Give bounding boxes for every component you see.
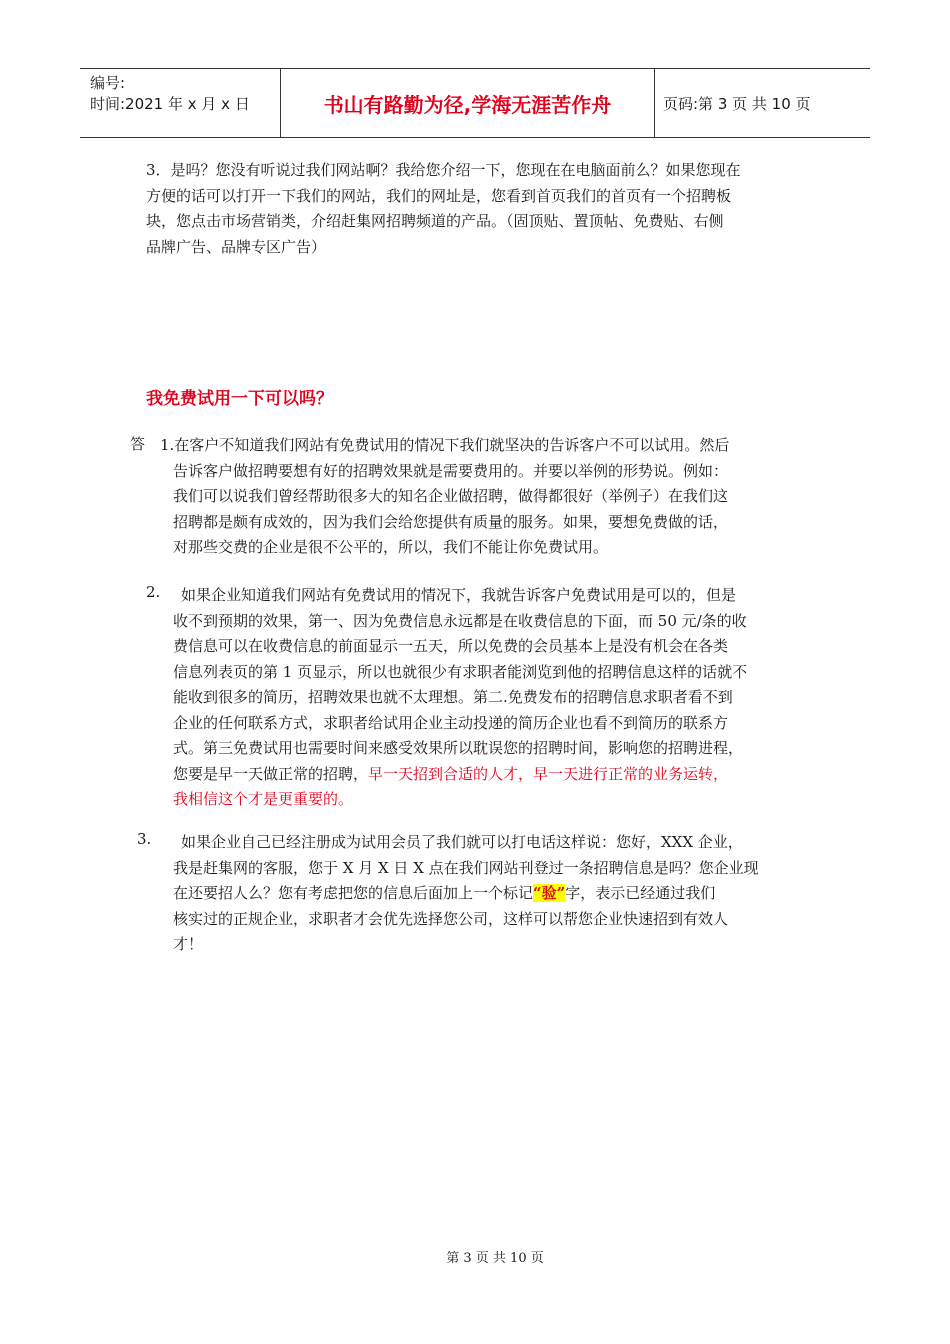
header-meta [80,69,281,137]
header-page-label: 页码:第 3 页 共 10 页 [663,94,811,113]
text-line: 核实过的正规企业，求职者才会优先选择您公司，这样可以帮您企业快速招到有效人 [173,909,729,928]
number-label: 编号: [90,74,126,92]
text-line: 收不到预期的效果，第一、因为免费信息永远都是在收费信息的下面，而 50 元/条的收 [173,611,747,630]
text-line: 费信息可以在收费信息的前面显示一五天，所以免费的会员基本上是没有机会在各类 [173,637,729,655]
highlighted-mark: “验” [533,884,566,902]
answer3-number: 3. [137,830,152,848]
item3-top-paragraph [146,158,741,260]
text-line: 我们可以说我们曾经帮助很多大的知名企业做招聘，做得都很好（举例子）在我们这 [173,487,729,505]
answer2-paragraph [173,583,747,813]
answer-label: 答 [130,435,146,453]
text-line: 1.在客户不知道我们网站有免费试用的情况下我们就坚决的告诉客户不可以试用。然后 [160,436,730,454]
header-motto: 书山有路勤为径,学海无涯苦作舟 [281,69,655,137]
text-line: 才！ [173,935,204,953]
emphasized-text: 我相信这个才是更重要的。 [173,790,354,808]
answer2-number: 2. [146,583,161,601]
text-line [173,881,759,907]
text-line: 方便的话可以打开一下我们的网站，我们的网址是，您看到首页我们的首页有一个招聘板 [146,186,732,205]
text-line: 能收到很多的简历，招聘效果也就不太理想。第二.免费发布的招聘信息求职者看不到 [173,688,733,706]
answer3-paragraph [173,830,759,958]
plain-text: 字，表示已经通过我们 [565,884,716,902]
text-line: 块，您点击市场营销类，介绍赶集网招聘频道的产品。（固顶贴、置顶帖、免费贴、右侧 [146,212,724,230]
text-line: 我是赶集网的客服，您于 X 月 X 日 X 点在我们网站刊登过一条招聘信息是吗？您企业现 [173,858,759,877]
text-line [173,762,747,788]
page-footer: 第 3 页 共 10 页 [446,1251,544,1266]
text-line: 企业的任何联系方式，求职者给试用企业主动投递的简历企业也看不到简历的联系方 [173,713,729,732]
text-line: 对那些交费的企业是很不公平的，所以，我们不能让你免费试用。 [173,538,609,556]
text-line: 品牌广告、品牌专区广告） [146,237,327,256]
question-heading: 我免费试用一下可以吗？ [146,389,333,409]
text-line: 式。第三免费试用也需要时间来感受效果所以耽误您的招聘时间，影响您的招聘进程， [173,739,744,757]
time-label: 时间:2021 年 x 月 x 日 [90,95,250,113]
answer1-paragraph [160,433,729,561]
text-line: 如果企业知道我们网站有免费试用的情况下，我就告诉客户免费试用是可以的，但是 [181,586,737,604]
text-line: 信息列表页的第 1 页显示，所以也就很少有求职者能浏览到他的招聘信息这样的话就不 [173,662,748,681]
text-line: 如果企业自己已经注册成为试用会员了我们就可以打电话这样说：您好，XXX 企业， [181,833,743,851]
plain-text: 在还要招人么？您有考虑把您的信息后面加上一个标记 [173,884,534,902]
plain-text: 您要是早一天做正常的招聘， [173,764,369,783]
page-header [80,68,870,138]
emphasized-text: 早一天招到合适的人才，早一天进行正常的业务运转， [368,764,729,783]
text-line: 告诉客户做招聘要想有好的招聘效果就是需要费用的。并要以举例的形势说。例如： [173,461,729,480]
text-line: 招聘都是颇有成效的，因为我们会给您提供有质量的服务。如果，要想免费做的话， [173,512,729,531]
text-line: 3．是吗？您没有听说过我们网站啊？我给您介绍一下，您现在在电脑面前么？如果您现在 [146,161,741,179]
